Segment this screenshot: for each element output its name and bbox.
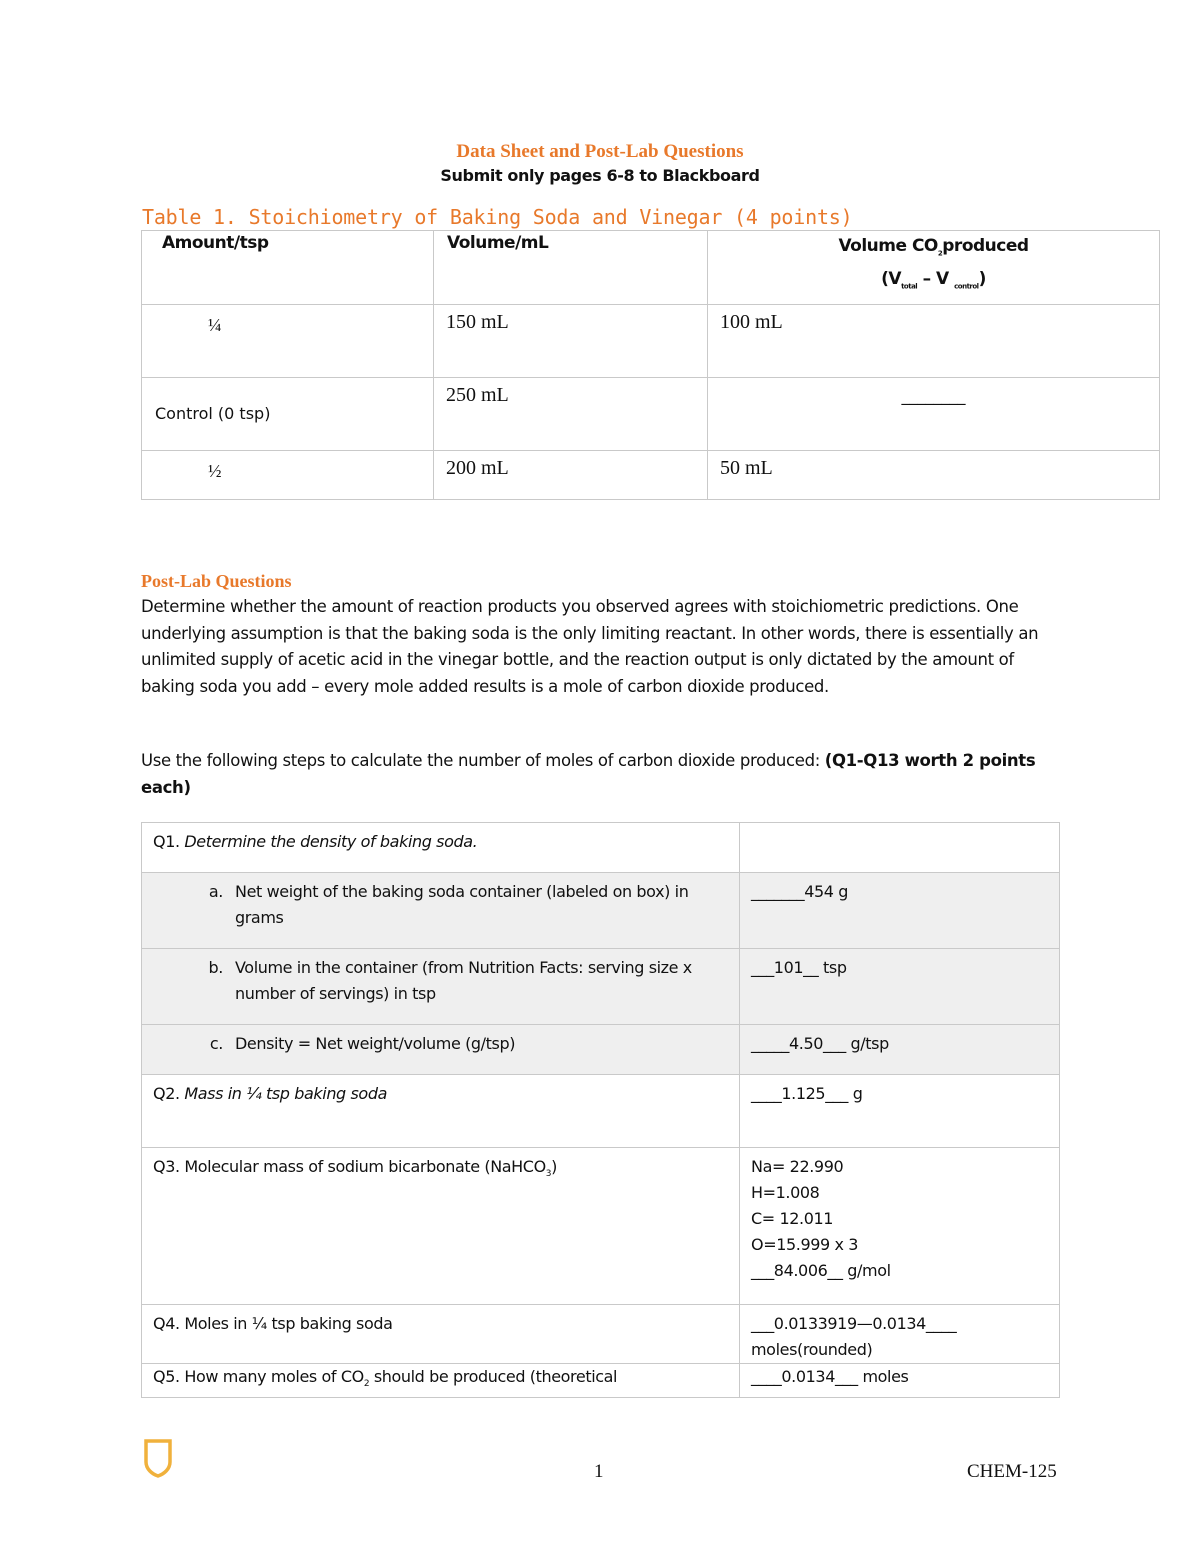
header-amount: Amount/tsp	[142, 231, 434, 305]
q4-text: Moles in ¼ tsp baking soda	[184, 1314, 393, 1333]
table-row	[142, 1305, 1060, 1364]
q3-answer[interactable]	[740, 1148, 1060, 1305]
amount-cell: ¼	[142, 305, 434, 378]
q1b-text: Volume in the container (from Nutrition Facts: serving size x number of servings) in tsp	[235, 958, 692, 1003]
q4-prefix: Q4.	[153, 1314, 185, 1333]
co2-cell: 100 mL	[708, 305, 1160, 378]
header-co2-main: Volume CO	[838, 236, 938, 256]
co2-cell: 50 mL	[708, 451, 1160, 500]
formula-sub-total: total	[901, 282, 918, 291]
q1-text: Determine the density of baking soda.	[184, 832, 478, 851]
table-row	[142, 305, 1160, 378]
stoichiometry-table	[141, 230, 1160, 500]
header-co2-sub: 2	[937, 249, 943, 258]
page-title: Data Sheet and Post-Lab Questions	[456, 141, 744, 162]
answer-line: H=1.008	[751, 1183, 820, 1202]
postlab-instructions	[141, 748, 1071, 801]
q5-text: How many moles of CO	[184, 1367, 364, 1386]
amount-cell: Control (0 tsp)	[142, 378, 434, 451]
q5-tail: should be produced (theoretical	[369, 1367, 618, 1386]
instructions-text: Use the following steps to calculate the number of moles of carbon dioxide produced:	[141, 751, 825, 770]
table-row	[142, 1075, 1060, 1148]
answer-line: ___84.006__ g/mol	[751, 1261, 891, 1280]
answer-line: ___0.0133919—0.0134____	[751, 1314, 957, 1333]
volume-cell: 200 mL	[434, 451, 708, 500]
q4-answer[interactable]	[740, 1305, 1060, 1364]
q1c-label: c.	[209, 1034, 223, 1053]
header-co2	[708, 231, 1160, 305]
q2-prefix: Q2.	[153, 1084, 185, 1103]
postlab-intro: Determine whether the amount of reaction products you observed agrees with stoichiometric predictions. One underlying assumption is that the baking soda is the only limiting reactant. In other words, there is essentially an unlimited supply of acetic acid in the vinegar bottle, and the reaction output is only dictated by the amount of baking soda you add – every mole added results is a mole of carbon dioxide produced.	[141, 597, 1039, 696]
q1c-text: Density = Net weight/volume (g/tsp)	[235, 1034, 516, 1053]
table-row	[142, 1148, 1060, 1305]
answer-line: Na= 22.990	[751, 1157, 844, 1176]
q1a-label: a.	[208, 882, 223, 901]
formula-sub-control: control	[954, 282, 979, 291]
q1b-answer[interactable]: ___101__ tsp	[740, 949, 1060, 1025]
volume-cell: 150 mL	[434, 305, 708, 378]
shield-logo-icon	[143, 1438, 173, 1478]
table-row	[142, 873, 1060, 949]
q2-cell	[142, 1075, 740, 1148]
q2-answer[interactable]: ____1.125___ g	[740, 1075, 1060, 1148]
course-code: CHEM-125	[967, 1461, 1057, 1482]
q1c-answer[interactable]: _____4.50___ g/tsp	[740, 1025, 1060, 1075]
table-row	[142, 949, 1060, 1025]
q3-cell	[142, 1148, 740, 1305]
page-subtitle: Submit only pages 6-8 to Blackboard	[440, 166, 760, 185]
q1a-answer[interactable]: _______454 g	[740, 873, 1060, 949]
postlab-heading: Post-Lab Questions	[141, 571, 292, 591]
formula-open: (V	[881, 269, 902, 290]
q1a-cell	[142, 873, 740, 949]
q4-cell	[142, 1305, 740, 1364]
header-volume: Volume/mL	[434, 231, 708, 305]
answer-line: O=15.999 x 3	[751, 1235, 859, 1254]
table1-header-row	[142, 231, 1160, 305]
table-row	[142, 378, 1160, 451]
q5-sub: 2	[363, 1379, 370, 1390]
q5-answer[interactable]: ____0.0134___ moles	[740, 1364, 1060, 1398]
table-row	[142, 1364, 1060, 1398]
q3-prefix: Q3.	[153, 1157, 185, 1176]
answer-cell	[740, 823, 1060, 873]
q1-cell	[142, 823, 740, 873]
table-row	[142, 451, 1160, 500]
q5-cell	[142, 1364, 740, 1398]
instructions-points: (Q1-Q13 worth 2 points each)	[141, 751, 1036, 797]
volume-cell: 250 mL	[434, 378, 708, 451]
questions-table	[141, 822, 1060, 1398]
q3-text: Molecular mass of sodium bicarbonate (NaHCO	[184, 1157, 546, 1176]
amount-cell: ½	[142, 451, 434, 500]
page-number: 1	[594, 1461, 604, 1482]
q1-prefix: Q1.	[153, 832, 185, 851]
table-row	[142, 1025, 1060, 1075]
answer-line: moles(rounded)	[751, 1340, 873, 1359]
q3-sub: 3	[545, 1169, 552, 1180]
formula-close: )	[978, 269, 986, 290]
q1b-label: b.	[208, 958, 223, 977]
q2-text: Mass in ¼ tsp baking soda	[184, 1084, 387, 1103]
formula-mid: – V	[917, 269, 955, 290]
q3-close: )	[551, 1157, 557, 1176]
q1a-text: Net weight of the baking soda container (labeled on box) in grams	[235, 882, 689, 927]
co2-cell: ________	[708, 378, 1160, 451]
table1-caption: Table 1. Stoichiometry of Baking Soda and Vinegar (4 points)	[142, 205, 853, 229]
q5-prefix: Q5.	[153, 1367, 185, 1386]
q1b-cell	[142, 949, 740, 1025]
table-row	[142, 823, 1060, 873]
answer-line: C= 12.011	[751, 1209, 834, 1228]
q1c-cell	[142, 1025, 740, 1075]
header-co2-tail: produced	[942, 236, 1029, 256]
